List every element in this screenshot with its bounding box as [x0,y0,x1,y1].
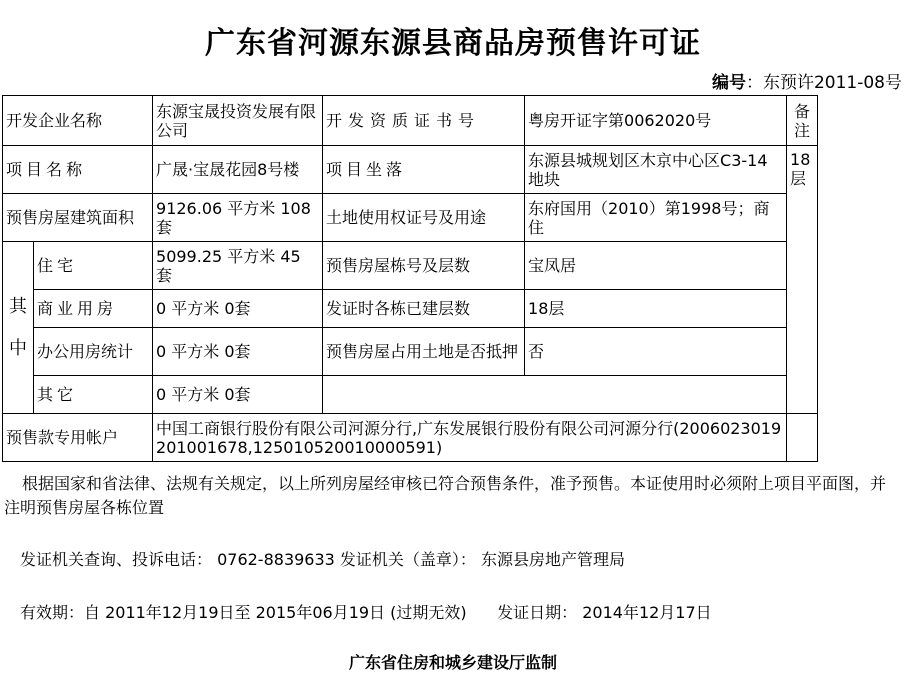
project-location-label: 项目坐落 [323,146,525,194]
developer-label: 开发企业名称 [3,96,153,146]
table-row [3,414,818,462]
table-row [3,194,818,242]
table-row [3,96,818,146]
table-row [3,242,818,290]
building-no-value: 宝凤居 [525,242,787,290]
land-cert-value: 东府国用（2010）第1998号；商住 [525,194,787,242]
table-row [3,376,818,414]
residential-value: 5099.25 平方米 45 套 [153,242,323,290]
commercial-value: 0 平方米 0套 [153,290,323,328]
office-value: 0 平方米 0套 [153,328,323,376]
remarks-value: 18层 [787,146,818,414]
floors-built-value: 18层 [525,290,787,328]
account-remarks-cell [787,414,818,462]
certificate-number-value: ：东预许2011-08号 [745,73,902,93]
other-label: 其它 [34,376,153,414]
among-label: 其中 [3,242,34,414]
certificate-number [712,68,902,93]
permit-table [2,95,818,462]
presale-area-label: 预售房屋建筑面积 [3,194,153,242]
table-row [3,146,818,194]
land-mortgage-value: 否 [525,328,787,376]
qualification-label: 开发资质证书号 [323,96,525,146]
land-cert-label: 土地使用权证号及用途 [323,194,525,242]
project-location-value: 东源县城规划区木京中心区C3-14地块 [525,146,787,194]
commercial-label: 商业用房 [34,290,153,328]
account-value: 中国工商银行股份有限公司河源分行,广东发展银行股份有限公司河源分行(2006023019201001678,125010520010000591) [153,414,787,462]
legal-statement: 根据国家和省法律、法规有关规定，以上所列房屋经审核已符合预售条件，准予预售。本证使用时必须附上项目平面图，并注明预售房屋各栋位置 [4,474,887,517]
land-mortgage-label: 预售房屋占用土地是否抵押 [323,328,525,376]
floors-built-label: 发证时各栋已建层数 [323,290,525,328]
project-name-label: 项目名称 [3,146,153,194]
account-label: 预售款专用帐户 [3,414,153,462]
project-name-value: 广晟·宝晟花园8号楼 [153,146,323,194]
remarks-label: 备注 [787,96,818,146]
supervisor-footer: 广东省住房和城乡建设厅监制 [348,653,557,672]
qualification-value: 粤房开证字第0062020号 [525,96,787,146]
empty-cell [323,376,787,414]
building-no-label: 预售房屋栋号及层数 [323,242,525,290]
developer-value: 东源宝晟投资发展有限公司 [153,96,323,146]
other-value: 0 平方米 0套 [153,376,323,414]
table-row [3,290,818,328]
page-title: 广东省河源东源县商品房预售许可证 [205,26,701,61]
contact-line: 发证机关查询、投诉电话： 0762-8839633 发证机关（盖章）： 东源县房地产管理局 [20,550,626,569]
validity-line: 有效期：自 2011年12月19日至 2015年06月19日 (过期无效) 发证日期： 2014年12月17日 [20,603,712,622]
office-label: 办公用房统计 [34,328,153,376]
table-row [3,328,818,376]
certificate-number-label: 编号 [711,73,746,93]
presale-area-value: 9126.06 平方米 108套 [153,194,323,242]
residential-label: 住宅 [34,242,153,290]
